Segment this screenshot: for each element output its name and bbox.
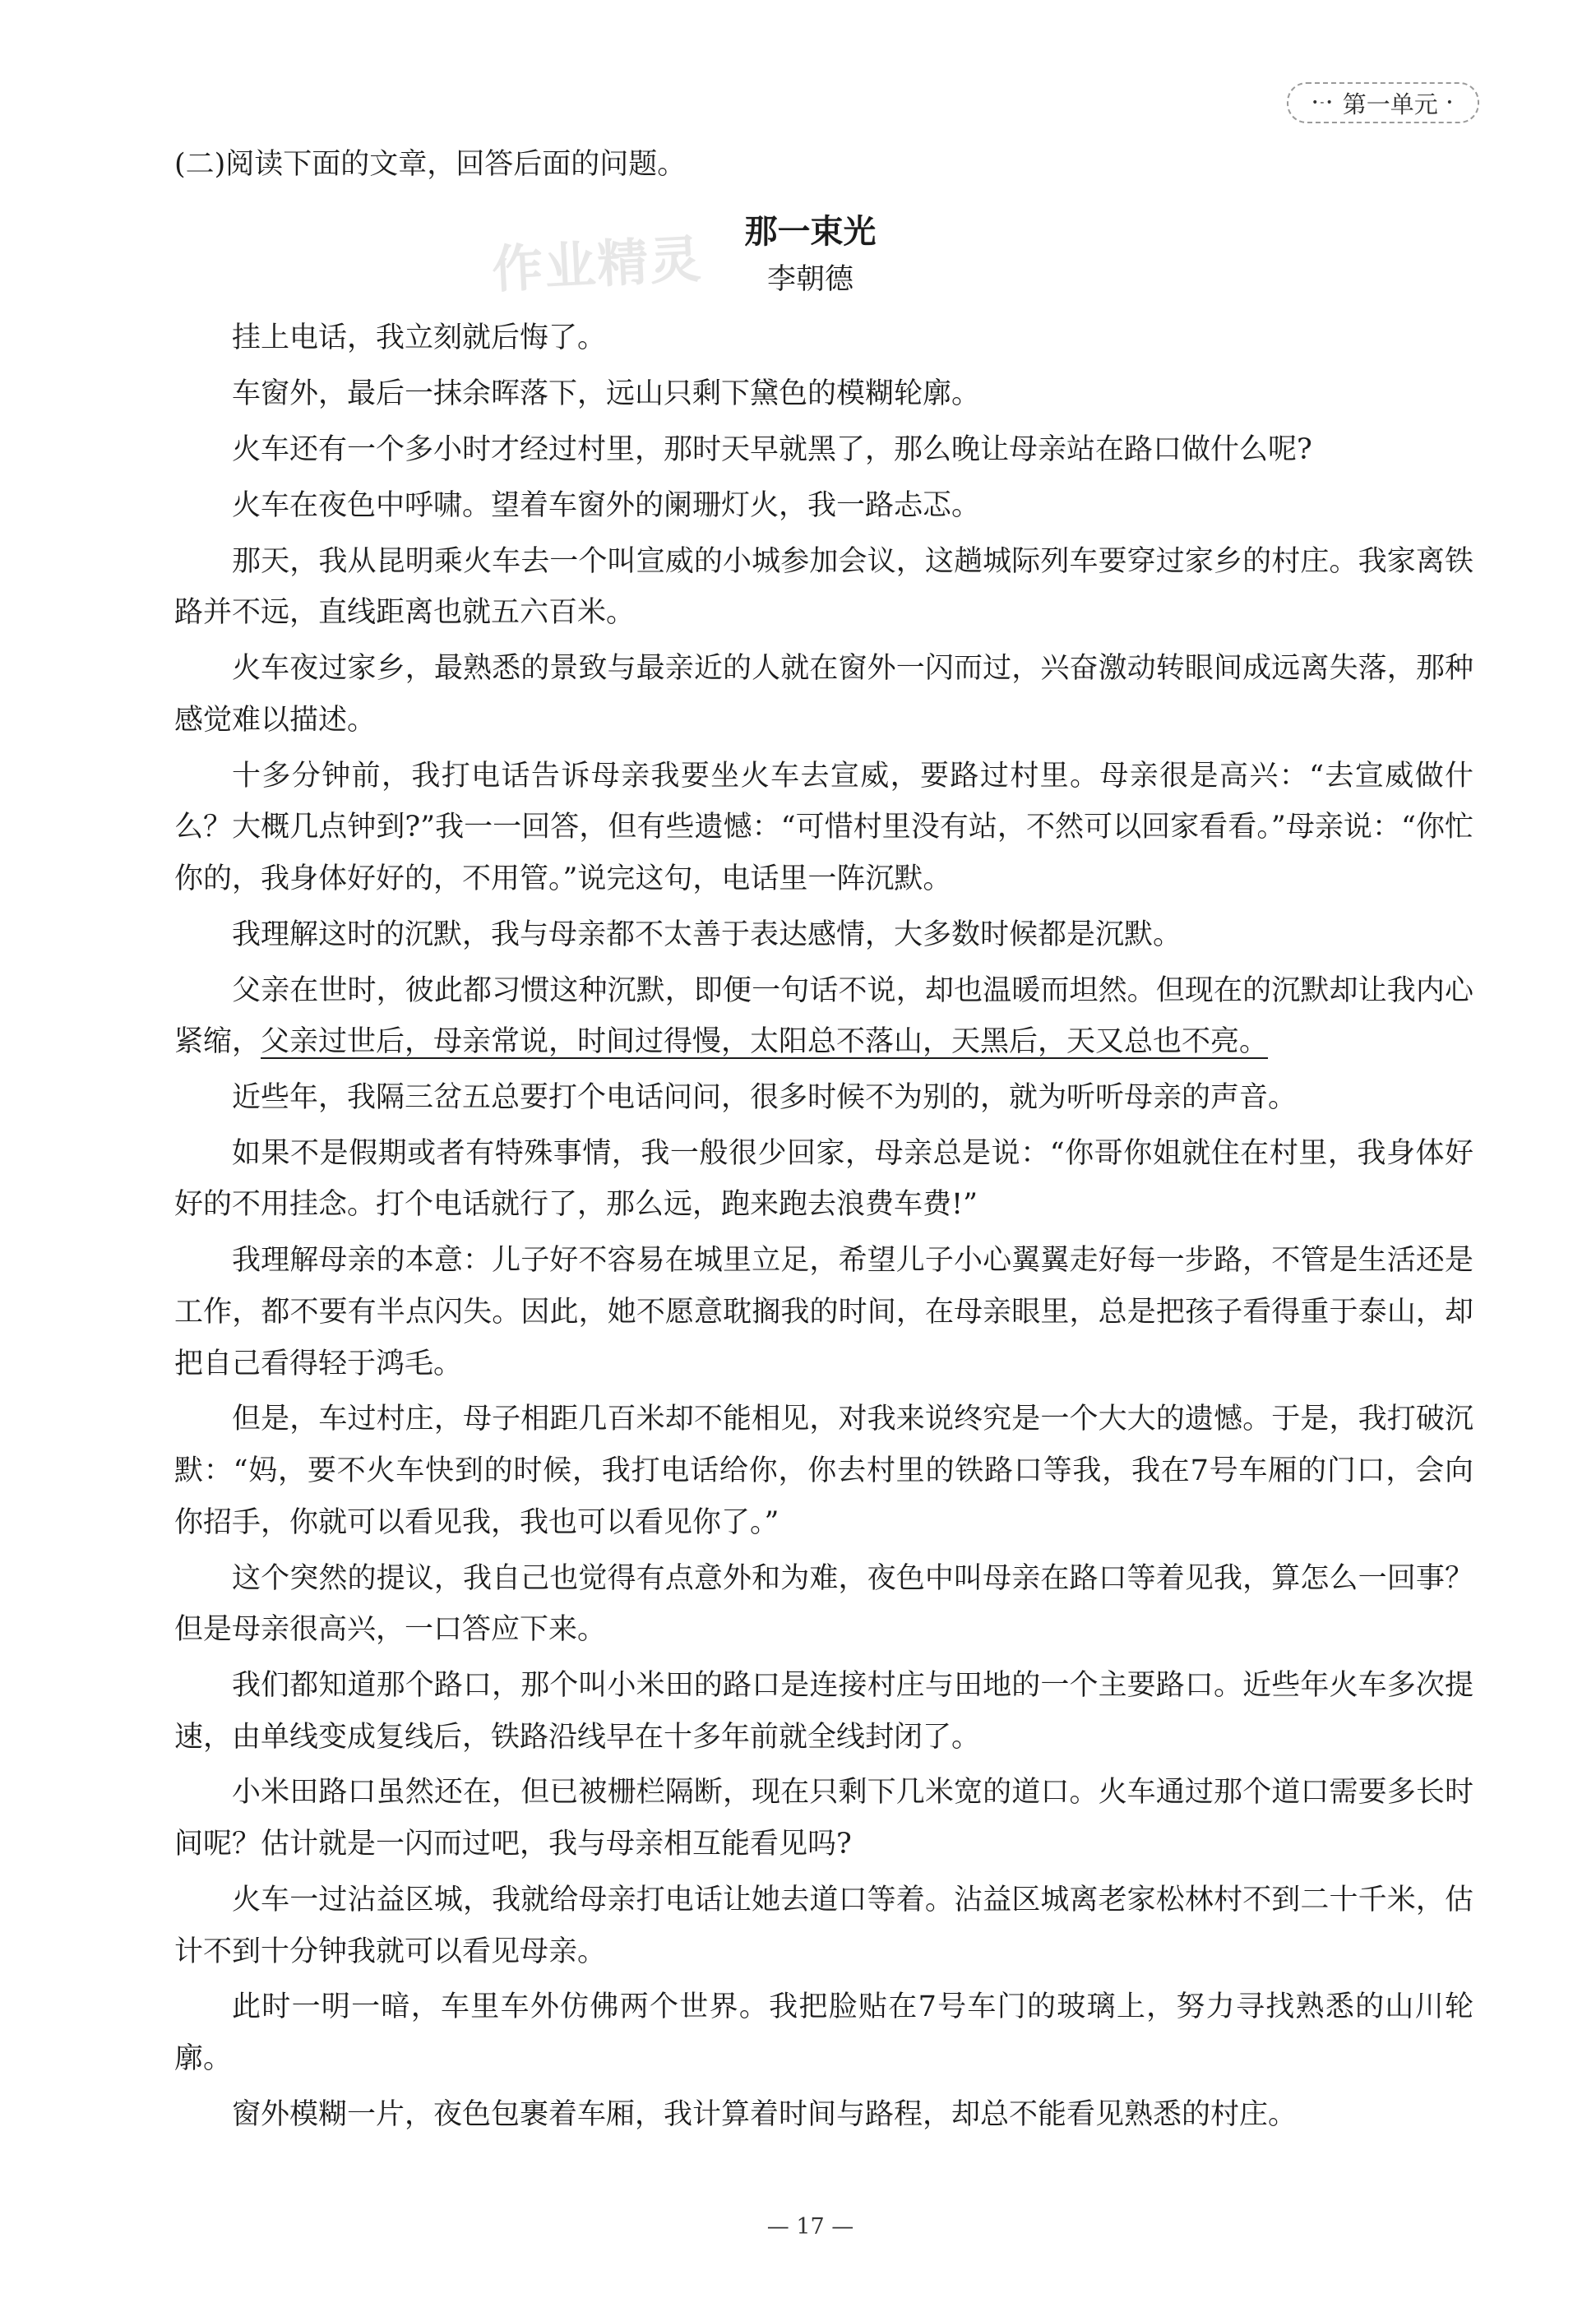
- paragraph: 挂上电话，我立刻就后悔了。: [232, 321, 607, 354]
- paragraph: 火车一过沾益区城，我就给母亲打电话让她去道口等着。沾益区城离老家松林村不到二十千米，估计不到十分钟我就可以看见母亲。: [174, 1883, 1473, 1968]
- unit-badge: [1287, 82, 1479, 123]
- paragraph: 此时一明一暗，车里车外仿佛两个世界。我把脸贴在7号车门的玻璃上，努力寻找熟悉的山川轮廓。: [174, 1990, 1473, 2076]
- article-body: [174, 312, 1473, 2145]
- paragraph: 但是，车过村庄，母子相距几百米却不能相见，对我来说终究是一个大大的遗憾。于是，我打破沉默：“妈，要不火车快到的时候，我打电话给你，你去村里的铁路口等我，我在7号车厢的门口，会向你招手，你就可以看见我，我也可以看见你了。”: [174, 1403, 1473, 1539]
- unit-label: 第一单元: [1342, 90, 1438, 118]
- paragraph: 我理解这时的沉默，我与母亲都不太善于表达感情，大多数时候都是沉默。: [232, 918, 1182, 951]
- underlined-sentence: 父亲过世后，母亲常说，时间过得慢，太阳总不落山，天黑后，天又总也不亮。: [261, 1025, 1269, 1059]
- section-instruction: (二)阅读下面的文章，回答后面的问题。: [174, 148, 687, 181]
- paragraph: 这个突然的提议，我自己也觉得有点意外和为难，夜色中叫母亲在路口等着见我，算怎么一回事？但是母亲很高兴，一口答应下来。: [174, 1561, 1473, 1647]
- paragraph: 火车还有一个多小时才经过村里，那时天早就黑了，那么晚让母亲站在路口做什么呢?: [232, 432, 1312, 466]
- paragraph: 那天，我从昆明乘火车去一个叫宣威的小城参加会议，这趟城际列车要穿过家乡的村庄。我家离铁路并不远，直线距离也就五六百米。: [174, 544, 1473, 630]
- paragraph: 十多分钟前，我打电话告诉母亲我要坐火车去宣威，要路过村里。母亲很是高兴：“去宣威做什么？大概几点钟到?”我一一回答，但有些遗憾：“可惜村里没有站，不然可以回家看看。”母亲说：“你忙你的，我身体好好的，不用管。”说完这句，电话里一阵沉默。: [174, 759, 1473, 895]
- paragraph: 火车在夜色中呼啸。望着车窗外的阑珊灯火，我一路忐忑。: [232, 488, 981, 522]
- paragraph: 车窗外，最后一抹余晖落下，远山只剩下黛色的模糊轮廓。: [232, 377, 981, 410]
- paragraph: 我们都知道那个路口，那个叫小米田的路口是连接村庄与田地的一个主要路口。近些年火车多次提速，由单线变成复线后，铁路沿线早在十多年前就全线封闭了。: [174, 1669, 1473, 1754]
- paragraph-father: [174, 965, 1473, 1068]
- badge-dots-left: •-•: [1311, 96, 1335, 109]
- page-number: — 17 —: [766, 2214, 854, 2240]
- paragraph: 火车夜过家乡，最熟悉的景致与最亲近的人就在窗外一闪而过，兴奋激动转眼间成远离失落，那种感觉难以描述。: [174, 652, 1473, 737]
- paragraph: 近些年，我隔三岔五总要打个电话问问，很多时候不为别的，就为听听母亲的声音。: [232, 1080, 1298, 1114]
- article-title: 那一束光: [744, 213, 877, 251]
- paragraph: 我理解母亲的本意：儿子好不容易在城里立足，希望儿子小心翼翼走好每一步路，不管是生活还是工作，都不要有半点闪失。因此，她不愿意耽搁我的时间，在母亲眼里，总是把孩子看得重于泰山，却把自己看得轻于鸿毛。: [174, 1244, 1473, 1380]
- article-author: 李朝德: [766, 263, 854, 296]
- paragraph: 窗外模糊一片，夜色包裹着车厢，我计算着时间与路程，却总不能看见熟悉的村庄。: [232, 2097, 1298, 2131]
- badge-dots-right: •: [1446, 96, 1455, 109]
- father-text: 父亲在世时，彼此都习惯这种沉默，即便一句话不说，却也温暖而坦然。但现在的沉默却让我内心紧缩，: [174, 973, 1473, 1059]
- paragraph: 小米田路口虽然还在，但已被栅栏隔断，现在只剩下几米宽的道口。火车通过那个道口需要多长时间呢？估计就是一闪而过吧，我与母亲相互能看见吗?: [174, 1776, 1473, 1861]
- paragraph: 如果不是假期或者有特殊事情，我一般很少回家，母亲总是说：“你哥你姐就住在村里，我身体好好的不用挂念。打个电话就行了，那么远，跑来跑去浪费车费!”: [174, 1136, 1473, 1222]
- watermark: 作业精灵: [490, 229, 705, 300]
